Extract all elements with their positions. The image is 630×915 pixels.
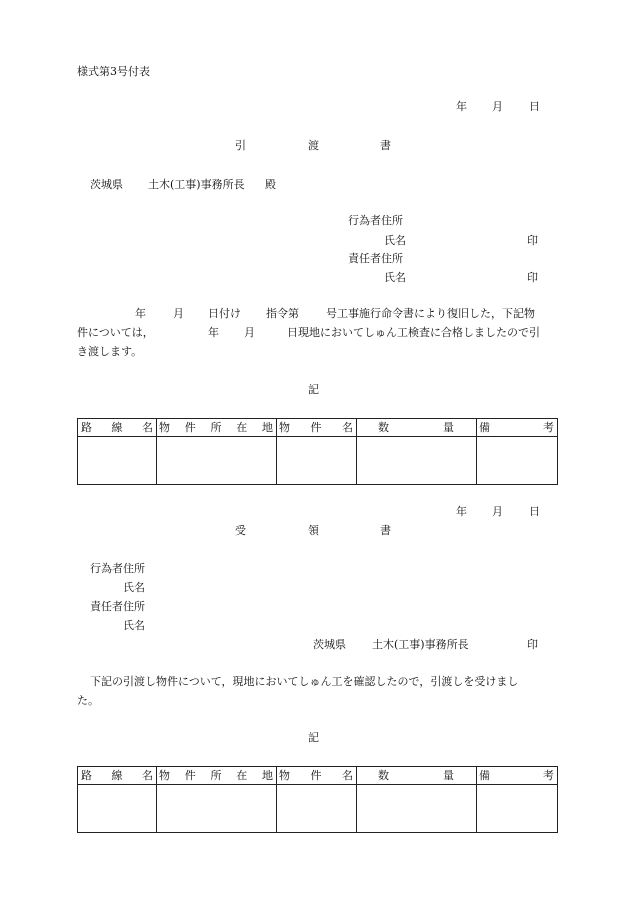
para1-month: 月 bbox=[173, 307, 184, 320]
header-quantity bbox=[356, 769, 476, 783]
header-char: 物 bbox=[159, 769, 170, 782]
header-location bbox=[156, 421, 276, 435]
para1-order: 指令第 bbox=[266, 307, 299, 320]
header-char: 所 bbox=[210, 421, 222, 434]
header-char: 名 bbox=[342, 769, 353, 782]
header-char: 地 bbox=[262, 769, 273, 782]
actor-name-label: 氏名 bbox=[384, 234, 406, 247]
header-char: 物 bbox=[279, 769, 290, 782]
header-char: 数 bbox=[378, 421, 389, 434]
header-char: 名 bbox=[142, 421, 153, 434]
header-char: 名 bbox=[142, 769, 153, 782]
header-char: 量 bbox=[443, 421, 454, 434]
para1-line2-rest: 日現地においてしゅん工検査に合格しましたので引 bbox=[287, 326, 540, 339]
items-table-2 bbox=[77, 766, 558, 833]
header-char: 線 bbox=[111, 769, 123, 782]
header-char: 件 bbox=[310, 421, 322, 434]
header-char: 備 bbox=[479, 421, 490, 434]
recipient-seal: 印 bbox=[527, 638, 538, 651]
addressee-honorific: 殿 bbox=[265, 178, 276, 191]
header-char: 考 bbox=[543, 769, 554, 782]
title-char-2: 渡 bbox=[308, 139, 319, 152]
header-location bbox=[156, 769, 276, 783]
title2-char-2: 領 bbox=[308, 524, 319, 537]
header-char: 考 bbox=[543, 421, 554, 434]
header-char: 物 bbox=[159, 421, 170, 434]
actor-seal: 印 bbox=[527, 234, 538, 247]
para1-line3: き渡します。 bbox=[77, 345, 143, 358]
header-char: 在 bbox=[236, 421, 248, 434]
ki-label-1: 記 bbox=[308, 383, 319, 396]
header-char: 物 bbox=[279, 421, 290, 434]
header-char: 線 bbox=[111, 421, 123, 434]
para1-line1-rest: 号工事施行命令書により復旧した，下記物 bbox=[326, 307, 535, 320]
header-char: 地 bbox=[262, 421, 273, 434]
addressee-office: 土木(工事)事務所長 bbox=[148, 178, 245, 191]
header-item-name bbox=[276, 421, 356, 435]
day-label: 日 bbox=[529, 100, 540, 113]
title-char-3: 書 bbox=[380, 139, 391, 152]
title2-char-3: 書 bbox=[380, 524, 391, 537]
month-label-2: 月 bbox=[492, 505, 503, 518]
para1-day: 日付け bbox=[208, 307, 241, 320]
header-char: 件 bbox=[184, 769, 196, 782]
header-remarks bbox=[476, 421, 557, 435]
responsible-address-label: 責任者住所 bbox=[348, 252, 403, 265]
recipient-prefecture: 茨城県 bbox=[313, 638, 346, 651]
title-char-1: 引 bbox=[235, 139, 246, 152]
year-label-2: 年 bbox=[456, 505, 467, 518]
header-char: 在 bbox=[236, 769, 248, 782]
responsible-name-label: 氏名 bbox=[384, 271, 406, 284]
header-char: 名 bbox=[342, 421, 353, 434]
addressee-prefecture: 茨城県 bbox=[90, 178, 123, 191]
responsible2-name-label: 氏名 bbox=[123, 619, 145, 632]
title2-char-1: 受 bbox=[235, 524, 246, 537]
header-char: 路 bbox=[81, 421, 92, 434]
para2-line1: 下記の引渡し物件について，現地においてしゅん工を確認したので，引渡しを受けまし bbox=[90, 675, 519, 688]
header-char: 所 bbox=[210, 769, 222, 782]
para1-line2-year: 年 bbox=[208, 326, 219, 339]
header-item-name bbox=[276, 769, 356, 783]
header-char: 数 bbox=[378, 769, 389, 782]
actor2-address-label: 行為者住所 bbox=[90, 562, 145, 575]
header-remarks bbox=[476, 769, 557, 783]
ki-label-2: 記 bbox=[308, 731, 319, 744]
header-quantity bbox=[356, 421, 476, 435]
para2-line2: た。 bbox=[77, 694, 99, 707]
month-label: 月 bbox=[492, 100, 503, 113]
form-number: 様式第3号付表 bbox=[77, 65, 150, 78]
header-char: 量 bbox=[443, 769, 454, 782]
header-char: 備 bbox=[479, 769, 490, 782]
header-char: 件 bbox=[184, 421, 196, 434]
responsible2-address-label: 責任者住所 bbox=[90, 600, 145, 613]
day-label-2: 日 bbox=[529, 505, 540, 518]
year-label: 年 bbox=[456, 100, 467, 113]
header-route-name bbox=[78, 769, 156, 783]
responsible-seal: 印 bbox=[527, 271, 538, 284]
actor-address-label: 行為者住所 bbox=[348, 214, 403, 227]
items-table-1 bbox=[77, 418, 558, 485]
header-char: 路 bbox=[81, 769, 92, 782]
para1-year: 年 bbox=[135, 307, 146, 320]
recipient-office: 土木(工事)事務所長 bbox=[372, 638, 469, 651]
header-char: 件 bbox=[310, 769, 322, 782]
para1-line2-month: 月 bbox=[244, 326, 255, 339]
para1-line2-start: 件については， bbox=[77, 326, 154, 339]
actor2-name-label: 氏名 bbox=[123, 581, 145, 594]
header-route-name bbox=[78, 421, 156, 435]
